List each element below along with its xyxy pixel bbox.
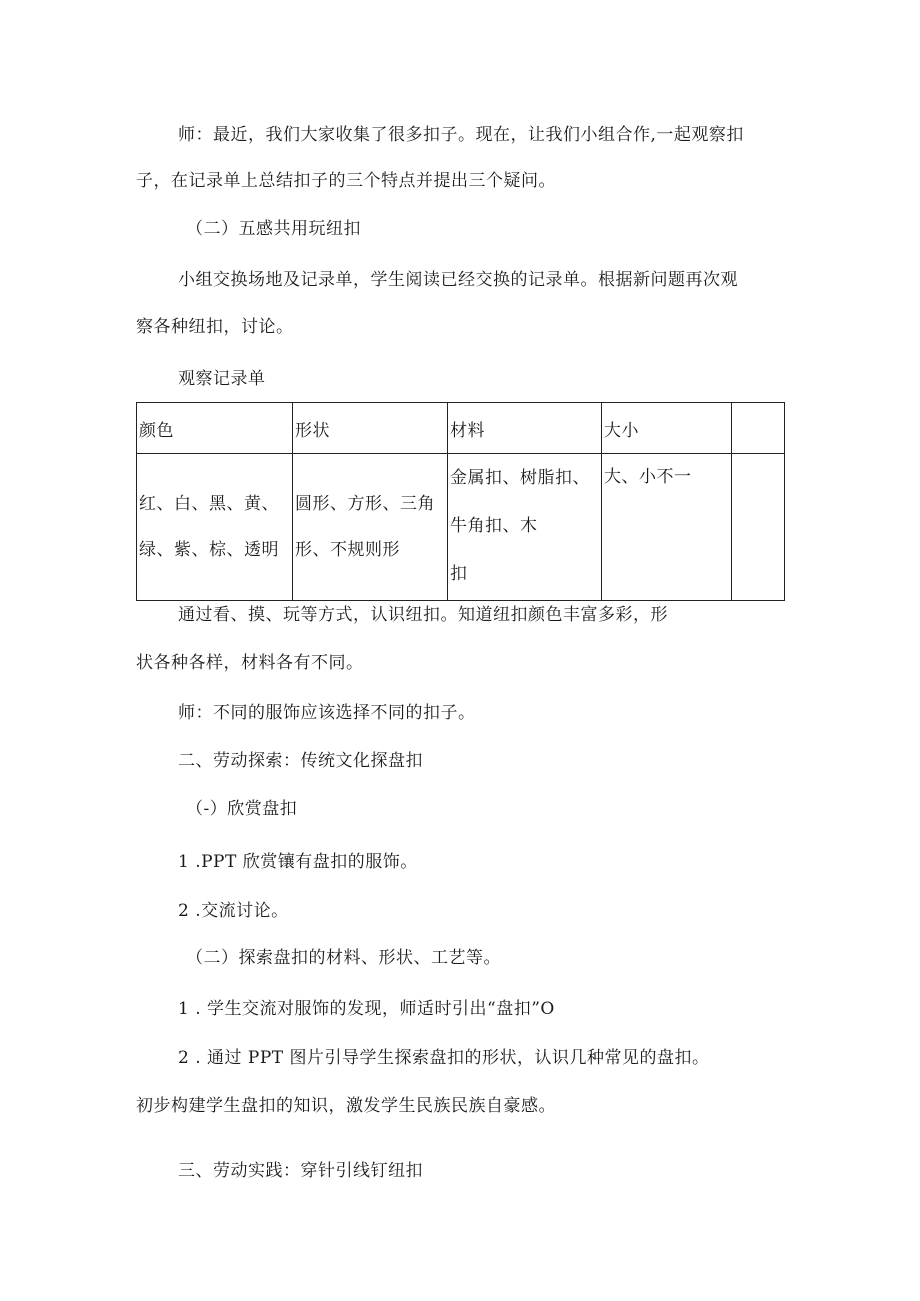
table-header-cell: 大小 [602, 403, 732, 454]
cell-text: 形、不规则形 [295, 540, 400, 560]
table-header-cell [732, 403, 785, 454]
paragraph-line: 初步构建学生盘扣的知识，激发学生民族民族自豪感。 [136, 1096, 556, 1116]
cell-text: 牛角扣、木 [450, 516, 538, 536]
section-heading: （二）五感共用玩纽扣 [186, 219, 361, 239]
paragraph-line: 师：不同的服饰应该选择不同的扣子。 [178, 703, 476, 723]
paragraph-line: 状各种各样，材料各有不同。 [136, 653, 364, 673]
table-header-cell: 颜色 [137, 403, 293, 454]
table-cell-extra [732, 454, 785, 601]
paragraph-line: 小组交换场地及记录单，学生阅读已经交换的记录单。根据新问题再次观 [178, 270, 738, 290]
list-item: 1 . 学生交流对服饰的发现，师适时引出“盘扣”O [178, 999, 555, 1019]
cell-text: 绿、紫、棕、透明 [139, 540, 279, 560]
table-cell-color [137, 454, 293, 601]
table-cell-shape [293, 454, 448, 601]
paragraph-line: 子，在记录单上总结扣子的三个特点并提出三个疑问。 [136, 171, 556, 191]
cell-text: 圆形、方形、三角 [295, 494, 435, 514]
paragraph-line: 通过看、摸、玩等方式，认识纽扣。知道纽扣颜色丰富多彩，形 [178, 605, 668, 625]
table-row [137, 454, 785, 601]
table-title: 观察记录单 [178, 369, 266, 389]
cell-text: 金属扣、树脂扣、 [450, 468, 590, 488]
paragraph-line: 师：最近，我们大家收集了很多扣子。现在，让我们小组合作,一起观察扣 [178, 125, 744, 145]
cell-text: 红、白、黑、黄、 [139, 494, 279, 514]
table-cell-material [448, 454, 602, 601]
observation-record-table [136, 402, 785, 601]
table-header-cell: 形状 [293, 403, 448, 454]
table-header-row [137, 403, 785, 454]
list-item: 2 .交流讨论。 [178, 901, 289, 921]
table-cell-size [602, 454, 732, 601]
paragraph-line: 察各种纽扣，讨论。 [136, 317, 294, 337]
table-header-cell: 材料 [448, 403, 602, 454]
sub-heading: （-）欣赏盘扣 [186, 799, 298, 819]
sub-heading: （二）探索盘扣的材料、形状、工艺等。 [186, 948, 501, 968]
cell-text: 大、小不一 [604, 467, 692, 487]
list-item: 1 .PPT 欣赏镶有盘扣的服饰。 [178, 852, 418, 872]
cell-text: 扣 [450, 564, 468, 584]
list-item: 2 . 通过 PPT 图片引导学生探索盘扣的形状，认识几种常见的盘扣。 [178, 1048, 710, 1068]
section-heading: 三、劳动实践：穿针引线钉纽扣 [178, 1161, 423, 1181]
section-heading: 二、劳动探索：传统文化探盘扣 [178, 751, 423, 771]
